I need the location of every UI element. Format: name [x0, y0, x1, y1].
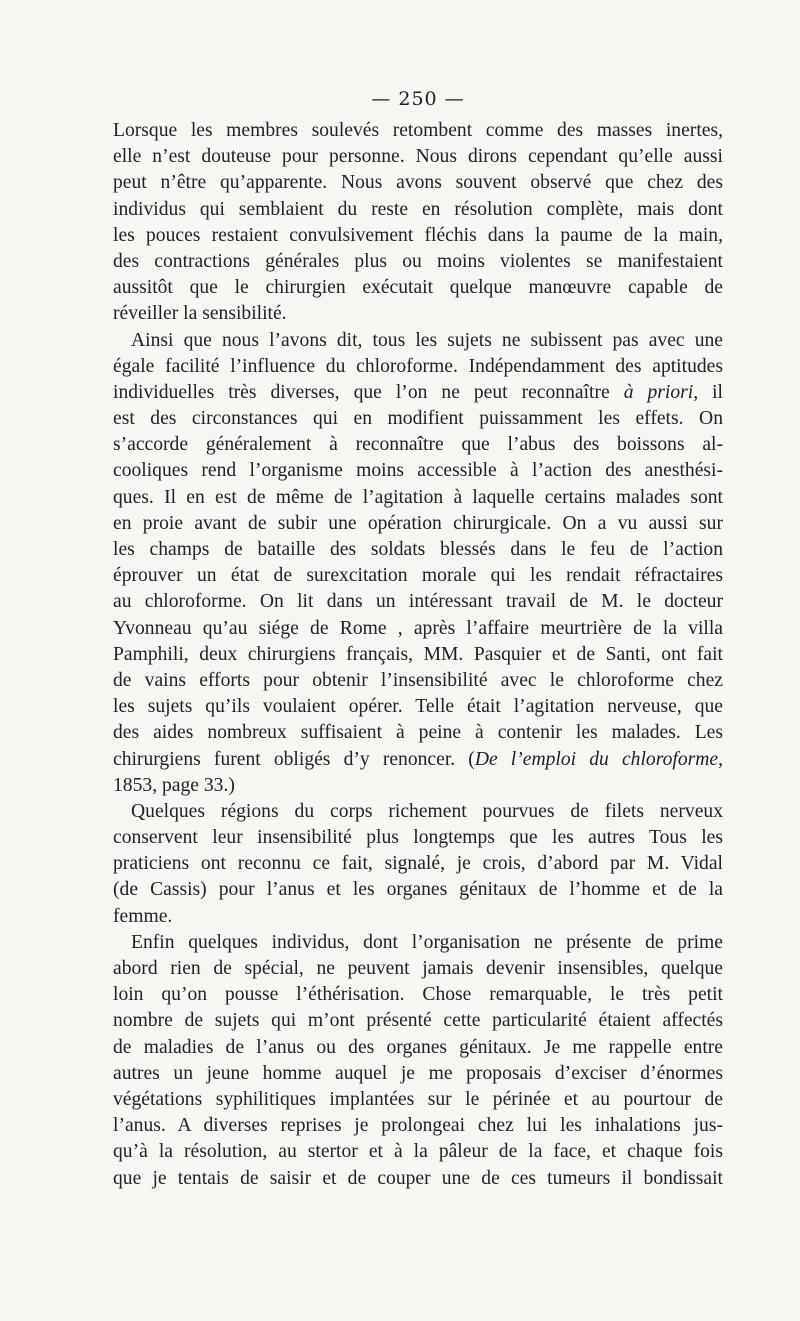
text-line: aussitôt que le chirurgien exécutait quelque manœuvre capable de — [113, 277, 723, 299]
text-line: s’accorde généralement à reconnaître que l’abus des boissons al- — [113, 434, 723, 456]
text-line: les champs de bataille des soldats blessés dans le feu de l’action — [113, 539, 723, 560]
text-line: loin qu’on pousse l’éthérisation. Chose remarquable, le très petit — [113, 984, 723, 1006]
text-line: éprouver un état de surexcitation morale qui les rendait réfractaires — [113, 565, 723, 587]
text-line: en proie avant de subir une opération chirurgicale. On a vu aussi sur — [113, 512, 723, 534]
text-line: qu’à la résolution, au stertor et à la pâleur de la face, et chaque fois — [113, 1141, 723, 1163]
text-line: conservent leur insensibilité plus longtemps que les autres Tous les — [113, 827, 723, 849]
text-line: au chloroforme. On lit dans un intéressant travail de M. le docteur — [113, 591, 723, 613]
text-line: ques. Il en est de même de l’agitation à laquelle certains malades sont — [113, 486, 723, 508]
text-span: il — [712, 381, 723, 403]
text-line: cooliques rend l’organisme moins accessible à l’action des anesthési- — [113, 460, 723, 482]
text-line: réveiller la sensibilité. — [113, 303, 287, 325]
italic-span: De l’emploi du chloroforme, — [474, 748, 723, 770]
text-line: Pamphili, deux chirurgiens français, MM. Pasquier et de Santi, ont fait — [113, 643, 723, 665]
text-line: Quelques régions du corps richement pourvues de filets nerveux — [131, 800, 723, 822]
text-line: des contractions générales plus ou moins violentes se manifestaient — [113, 250, 723, 272]
text-line: 1853, page 33.) — [113, 774, 235, 796]
text-line: des aides nombreux suffisaient à peine à contenir les malades. Les — [113, 722, 723, 744]
text-line: praticiens ont reconnu ce fait, signalé, je crois, d’abord par M. Vidal — [113, 853, 723, 875]
text-line: les sujets qu’ils voulaient opérer. Telle était l’agitation nerveuse, que — [113, 696, 723, 718]
text-line: individus qui semblaient du reste en résolution complète, mais dont — [113, 198, 723, 220]
text-line: (de Cassis) pour l’anus et les organes génitaux de l’homme et de la — [113, 879, 723, 901]
text-line: elle n’est douteuse pour personne. Nous dirons cependant qu’elle aussi — [113, 146, 723, 168]
text-line: est des circonstances qui en modifient puissamment les effets. On — [113, 408, 723, 430]
text-line — [113, 747, 723, 773]
text-line: autres un jeune homme auquel je me proposais d’exciser d’énormes — [113, 1062, 723, 1084]
text-line: que je tentais de saisir et de couper une de ces tumeurs il bondissait — [113, 1167, 723, 1189]
text-line: femme. — [113, 905, 173, 927]
page-number: — 250 — — [371, 88, 465, 110]
text-line: végétations syphilitiques implantées sur le périnée et au pourtour de — [113, 1088, 723, 1110]
text-line: peut n’être qu’apparente. Nous avons souvent observé que chez des — [113, 172, 723, 194]
text-line: les pouces restaient convulsivement fléchis dans la paume de la main, — [113, 224, 723, 246]
text-line: abord rien de spécial, ne peuvent jamais devenir insensibles, quelque — [113, 958, 723, 979]
text-span: chirurgiens furent obligés d’y renoncer. ( — [113, 748, 475, 770]
text-line: Enfin quelques individus, dont l’organisation ne présente de prime — [131, 931, 723, 953]
text-line: l’anus. A diverses reprises je prolongeai chez lui les inhalations jus- — [113, 1115, 723, 1137]
text-line: nombre de sujets qui m’ont présenté cette particularité étaient affectés — [113, 1010, 723, 1032]
text-line: de maladies de l’anus ou des organes génitaux. Je me rappelle entre — [113, 1036, 723, 1058]
text-line: de vains efforts pour obtenir l’insensibilité avec le chloroforme chez — [113, 669, 723, 691]
body-text — [113, 118, 723, 1192]
text-line: Lorsque les membres soulevés retombent comme des masses inertes, — [113, 120, 723, 141]
text-line: Yvonneau qu’au siége de Rome , après l’affaire meurtrière de la villa — [113, 617, 723, 639]
text-line: Ainsi que nous l’avons dit, tous les sujets ne subissent pas avec une — [131, 329, 723, 351]
text-line — [113, 380, 723, 406]
italic-span: à priori, — [623, 381, 699, 403]
text-span: individuelles très diverses, que l’on ne peut reconnaître — [113, 381, 610, 403]
text-line: égale facilité l’influence du chloroforme. Indépendamment des aptitudes — [113, 355, 723, 377]
